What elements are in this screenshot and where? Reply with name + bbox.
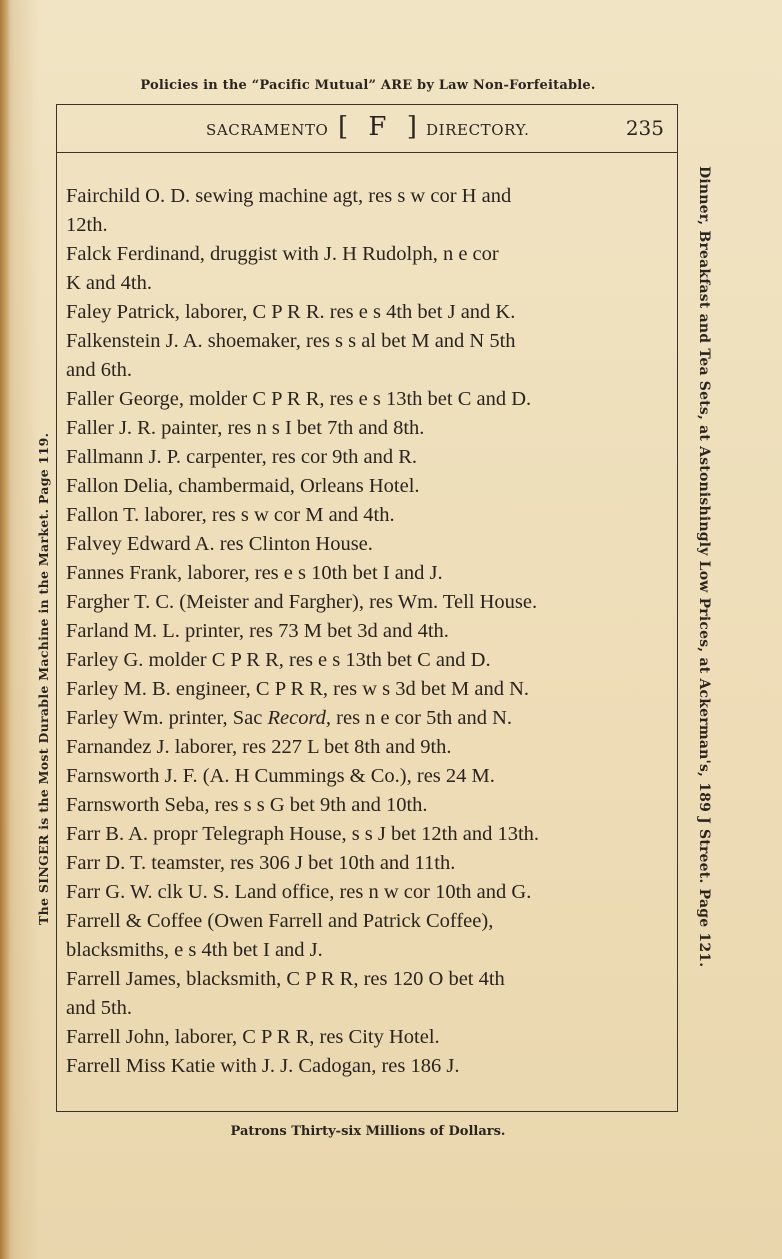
entry-text: Farr B. A. propr Telegraph House, s s J bet 12th and 13th. <box>66 823 540 845</box>
left-margin-advertisement: The SINGER is the Most Durable Machine in the Market. Page 119. <box>36 432 51 925</box>
entry-text: Farley Wm. printer, Sac <box>66 707 268 729</box>
entry-text: Farland M. L. printer, res 73 M bet 3d and 4th. <box>66 620 449 642</box>
entry-text: Farrell & Coffee (Owen Farrell and Patrick Coffee), <box>66 910 494 932</box>
directory-entry <box>66 675 666 704</box>
entry-text: Farnsworth J. F. (A. H Cummings & Co.), res 24 M. <box>66 765 495 787</box>
directory-entry <box>66 849 666 878</box>
entry-text: Falvey Edward A. res Clinton House. <box>66 533 373 555</box>
directory-entry <box>66 182 666 240</box>
entry-text: Farnandez J. laborer, res 227 L bet 8th and 9th. <box>66 736 452 758</box>
directory-entry <box>66 588 666 617</box>
directory-entry <box>66 762 666 791</box>
directory-entry <box>66 907 666 965</box>
entry-text: Faley Patrick, laborer, C P R R. res e s 4th bet J and K. <box>66 301 516 323</box>
directory-entry <box>66 240 666 298</box>
entry-text: Farrell James, blacksmith, C P R R, res 120 O bet 4th <box>66 968 505 990</box>
directory-entries <box>66 182 666 1081</box>
header-rule <box>56 152 678 153</box>
entry-continuation: and 5th. <box>66 997 133 1019</box>
entry-text: Faller J. R. painter, res n s I bet 7th and 8th. <box>66 417 425 439</box>
directory-entry <box>66 385 666 414</box>
entry-text: Fannes Frank, laborer, res e s 10th bet I and J. <box>66 562 443 584</box>
top-advertisement: Policies in the “Pacific Mutual” ARE by Law Non-Forfeitable. <box>140 78 596 93</box>
directory-entry <box>66 414 666 443</box>
entry-text: Farrell Miss Katie with J. J. Cadogan, res 186 J. <box>66 1055 460 1077</box>
directory-entry <box>66 501 666 530</box>
directory-entry <box>66 878 666 907</box>
page-number: 235 <box>625 116 664 140</box>
book-spine-shadow <box>0 0 10 1259</box>
entry-italic-newspaper: Record, <box>267 707 332 729</box>
entry-text: Farr D. T. teamster, res 306 J bet 10th and 11th. <box>66 852 456 874</box>
directory-entry <box>66 1023 666 1052</box>
entry-text: res n e cor 5th and N. <box>331 707 513 729</box>
directory-entry <box>66 965 666 1023</box>
entry-continuation: K and 4th. <box>66 272 152 294</box>
directory-entry <box>66 298 666 327</box>
entry-text: Farley G. molder C P R R, res e s 13th bet C and D. <box>66 649 491 671</box>
entry-text: Farley M. B. engineer, C P R R, res w s 3d bet M and N. <box>66 678 530 700</box>
directory-entry <box>66 530 666 559</box>
header-city: SACRAMENTO <box>206 121 329 139</box>
running-header <box>56 112 678 148</box>
directory-entry <box>66 646 666 675</box>
bottom-advertisement: Patrons Thirty-six Millions of Dollars. <box>230 1124 506 1139</box>
directory-entry <box>66 791 666 820</box>
header-letter: [ F ] <box>338 112 423 142</box>
entry-text: Fallon T. laborer, res s w cor M and 4th. <box>66 504 395 526</box>
entry-text: Farrell John, laborer, C P R R, res City Hotel. <box>66 1026 440 1048</box>
directory-entry <box>66 820 666 849</box>
entry-text: Fallmann J. P. carpenter, res cor 9th and R. <box>66 446 418 468</box>
entry-text: Fairchild O. D. sewing machine agt, res s w cor H and <box>66 185 512 207</box>
entry-continuation: blacksmiths, e s 4th bet I and J. <box>66 939 323 961</box>
directory-entry <box>66 559 666 588</box>
entry-text: Farr G. W. clk U. S. Land office, res n w cor 10th and G. <box>66 881 532 903</box>
directory-entry <box>66 733 666 762</box>
directory-entry <box>66 1052 666 1081</box>
entry-text: Farnsworth Seba, res s s G bet 9th and 10th. <box>66 794 428 816</box>
right-margin-advertisement: Dinner, Breakfast and Tea Sets, at Astonishingly Low Prices, at Ackerman's, 189 J Street. Page 121. <box>696 166 712 968</box>
directory-entry <box>66 472 666 501</box>
entry-text: Fargher T. C. (Meister and Fargher), res Wm. Tell House. <box>66 591 538 613</box>
entry-text: Faller George, molder C P R R, res e s 13th bet C and D. <box>66 388 532 410</box>
directory-entry <box>66 443 666 472</box>
directory-entry <box>66 704 666 733</box>
directory-entry <box>66 327 666 385</box>
header-directory: DIRECTORY. <box>426 121 530 139</box>
entry-continuation: 12th. <box>66 214 108 236</box>
entry-text: Fallon Delia, chambermaid, Orleans Hotel. <box>66 475 420 497</box>
entry-text: Falck Ferdinand, druggist with J. H Rudolph, n e cor <box>66 243 499 265</box>
entry-text: Falkenstein J. A. shoemaker, res s s al bet M and N 5th <box>66 330 516 352</box>
directory-entry <box>66 617 666 646</box>
entry-continuation: and 6th. <box>66 359 133 381</box>
